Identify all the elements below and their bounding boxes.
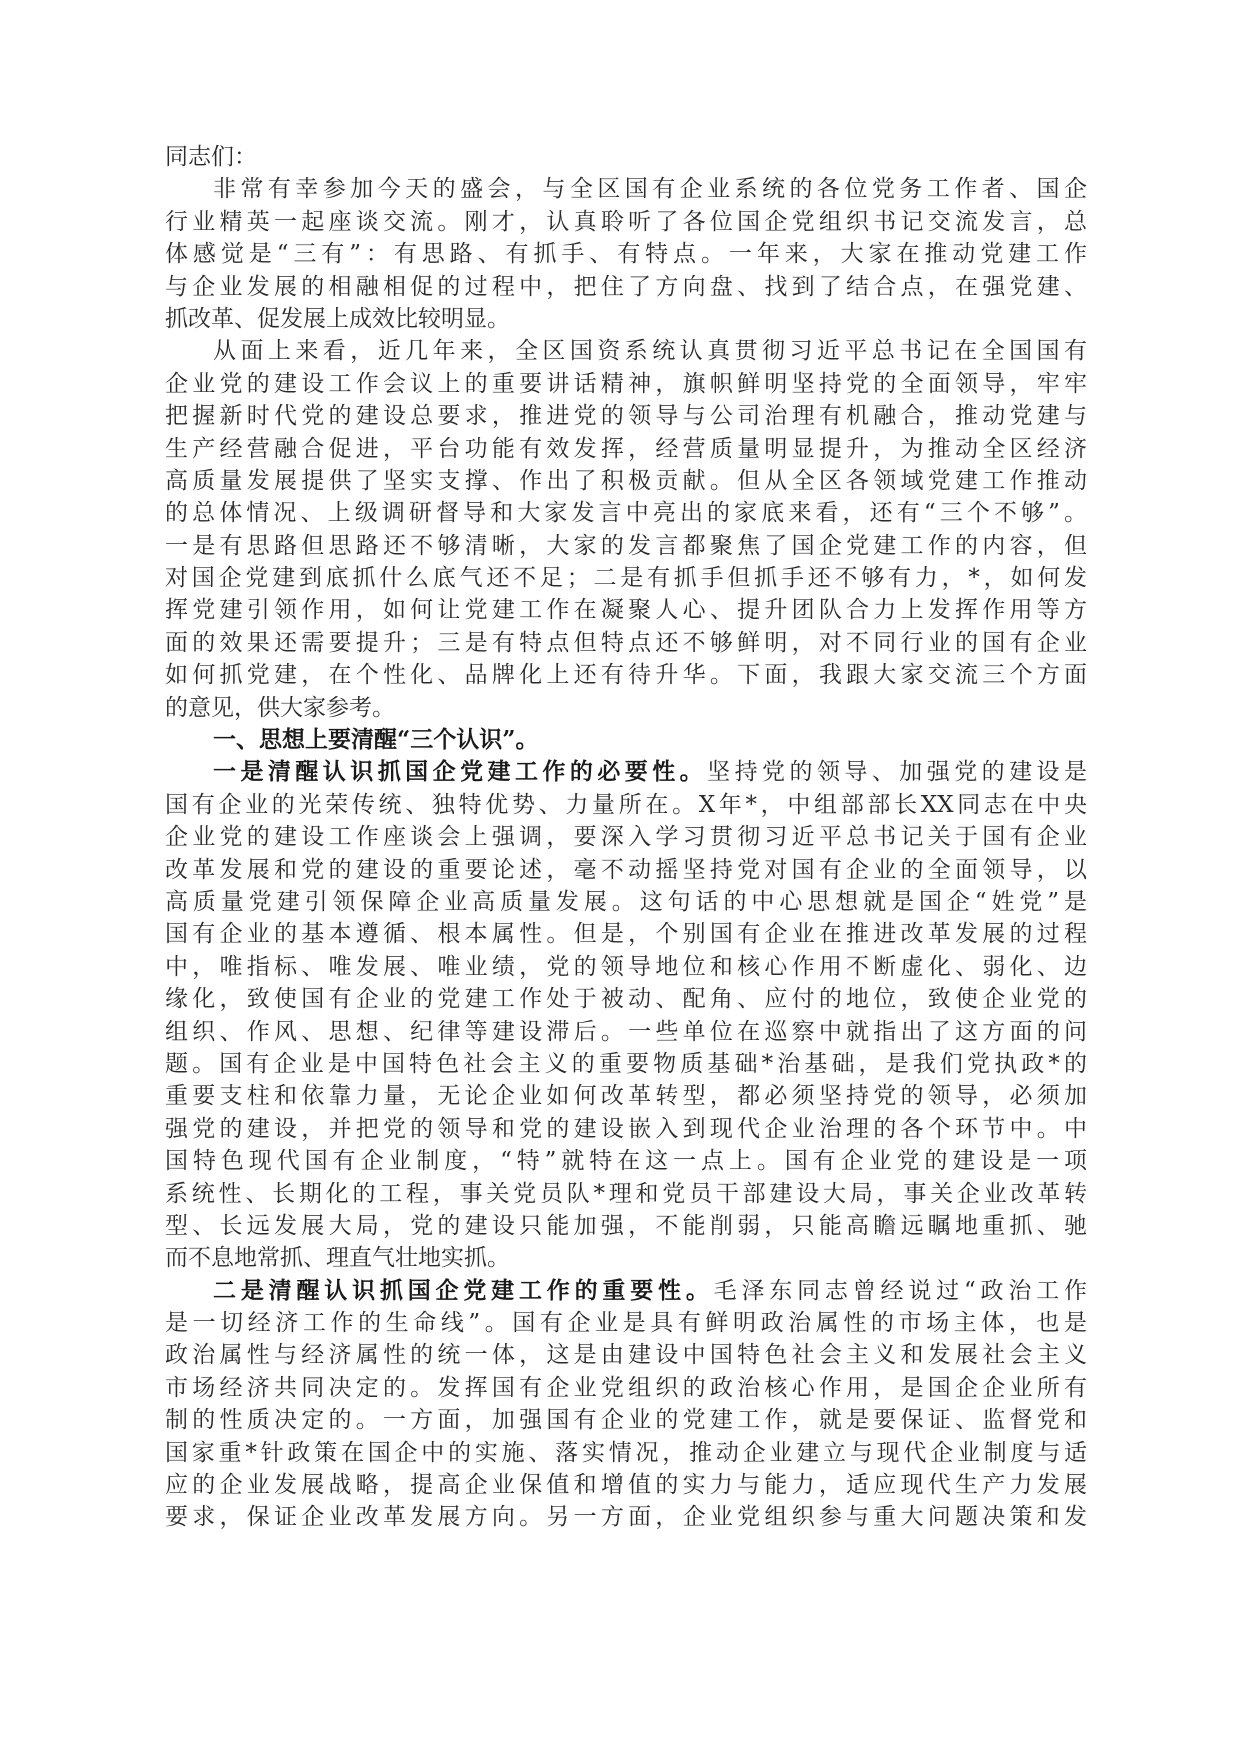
text-line bbox=[165, 659, 1087, 691]
text-line bbox=[165, 692, 1087, 724]
paragraph bbox=[165, 756, 1087, 1274]
text-line bbox=[165, 303, 1087, 335]
text-line bbox=[165, 368, 1087, 400]
text-line bbox=[165, 1080, 1087, 1112]
paragraph bbox=[165, 724, 1087, 756]
paragraph bbox=[165, 141, 1087, 173]
text-line bbox=[165, 1145, 1087, 1177]
text-line bbox=[165, 400, 1087, 432]
line-text: 应的企业发展战略，提高企业保值和增值的实力与能力，适应现代生产力发展 bbox=[165, 1472, 1087, 1499]
line-text: 国有企业的光荣传统、独特优势、力量所在。X年*，中组部部长XX同志在中央 bbox=[165, 791, 1087, 818]
text-line bbox=[165, 497, 1087, 529]
line-text: 市场经济共同决定的。发挥国有企业党组织的政治核心作用，是国企企业所有 bbox=[165, 1374, 1087, 1401]
line-text: 国有企业的基本遵循、根本属性。但是，个别国有企业在推进改革发展的过程 bbox=[165, 921, 1087, 948]
line-text: 企业党的建设工作会议上的重要讲话精神，旗帜鲜明坚持党的全面领导，牢牢 bbox=[165, 370, 1087, 397]
text-line bbox=[165, 1437, 1087, 1469]
text-line bbox=[165, 530, 1087, 562]
text-line bbox=[165, 854, 1087, 886]
line-text: 如何抓党建，在个性化、品牌化上还有待升华。下面，我跟大家交流三个方面 bbox=[165, 662, 1087, 689]
line-text: 重要支柱和依靠力量，无论企业如何改革转型，都必须坚持党的领导，必须加 bbox=[165, 1083, 1087, 1110]
paragraph bbox=[165, 173, 1087, 335]
line-text: 是一切经济工作的生命线”。国有企业是具有鲜明政治属性的市场主体，也是 bbox=[165, 1310, 1087, 1337]
line-text: 国家重*针政策在国企中的实施、落实情况，推动企业建立与现代企业制度与适 bbox=[165, 1439, 1087, 1466]
text-line bbox=[165, 1178, 1087, 1210]
text-line bbox=[165, 1113, 1087, 1145]
text-line bbox=[165, 1307, 1087, 1339]
text-line bbox=[165, 1372, 1087, 1404]
text-line bbox=[165, 335, 1087, 367]
text-line bbox=[165, 173, 1087, 205]
line-text: 而不息地常抓、理直气壮地实抓。 bbox=[165, 1245, 510, 1272]
line-text: 的总体情况、上级调研督导和大家发言中亮出的家底来看，还有“三个不够”。 bbox=[165, 500, 1087, 527]
line-text: 中，唯指标、唯发展、唯业绩，党的领导地位和核心作用不断虚化、弱化、边 bbox=[165, 953, 1087, 980]
text-line bbox=[165, 1242, 1087, 1274]
text-line bbox=[165, 271, 1087, 303]
bold-lead-in: 一、思想上要清醒“三个认识”。 bbox=[213, 726, 539, 754]
line-text: 对国企党建到底抓什么底气还不足；二是有抓手但抓手还不够有力，*，如何发 bbox=[165, 565, 1087, 592]
line-text: 型、长远发展大局，党的建设只能加强，不能削弱，只能高瞻远瞩地重抓、驰 bbox=[165, 1212, 1087, 1239]
text-line bbox=[165, 983, 1087, 1015]
line-text: 高质量发展提供了坚实支撑、作出了积极贡献。但从全区各领域党建工作推动 bbox=[165, 467, 1087, 494]
text-line bbox=[165, 562, 1087, 594]
text-line bbox=[165, 789, 1087, 821]
line-text: 政治属性与经济属性的统一体，这是由建设中国特色社会主义和发展社会主义 bbox=[165, 1342, 1087, 1369]
line-text: 缘化，致使国有企业的党建工作处于被动、配角、应付的地位，致使企业党的 bbox=[165, 986, 1087, 1013]
text-line bbox=[165, 433, 1087, 465]
line-text: 从面上来看，近几年来，全区国资系统认真贯彻习近平总书记在全国国有 bbox=[213, 338, 1087, 365]
line-text: 题。国有企业是中国特色社会主义的重要物质基础*治基础，是我们党执政*的 bbox=[165, 1050, 1087, 1077]
text-line bbox=[165, 1016, 1087, 1048]
line-text: 毛泽东同志曾经说过“政治工作 bbox=[713, 1277, 1087, 1304]
bold-lead-in: 一是清醒认识抓国企党建工作的必要性。 bbox=[213, 758, 708, 786]
text-line bbox=[165, 886, 1087, 918]
paragraph bbox=[165, 335, 1087, 724]
text-line bbox=[165, 206, 1087, 238]
text-line bbox=[165, 1048, 1087, 1080]
line-text: 企业党的建设工作座谈会上强调，要深入学习贯彻习近平总书记关于国有企业 bbox=[165, 824, 1087, 851]
text-line bbox=[165, 238, 1087, 270]
line-text: 一是有思路但思路还不够清晰，大家的发言都聚焦了国企党建工作的内容，但 bbox=[165, 532, 1087, 559]
text-line bbox=[165, 594, 1087, 626]
line-text: 高质量党建引领保障企业高质量发展。这句话的中心思想就是国企“姓党”是 bbox=[165, 888, 1087, 915]
line-text: 生产经营融合促进，平台功能有效发挥，经营质量明显提升，为推动全区经济 bbox=[165, 435, 1087, 462]
text-line bbox=[165, 918, 1087, 950]
line-text: 国特色现代国有企业制度，“特”就特在这一点上。国有企业党的建设是一项 bbox=[165, 1148, 1087, 1175]
text-line bbox=[165, 465, 1087, 497]
line-text: 组织、作风、思想、纪律等建设滞后。一些单位在巡察中就指出了这方面的问 bbox=[165, 1018, 1087, 1045]
text-line bbox=[165, 724, 1087, 756]
line-text: 行业精英一起座谈交流。刚才，认真聆听了各位国企党组织书记交流发言，总 bbox=[165, 208, 1087, 235]
text-line bbox=[165, 627, 1087, 659]
line-text: 强党的建设，并把党的领导和党的建设嵌入到现代企业治理的各个环节中。中 bbox=[165, 1115, 1087, 1142]
line-text: 面的效果还需要提升；三是有特点但特点还不够鲜明，对不同行业的国有企业 bbox=[165, 629, 1087, 656]
document-body bbox=[165, 141, 1087, 1534]
text-line bbox=[165, 1404, 1087, 1436]
text-line bbox=[165, 1275, 1087, 1307]
line-text: 非常有幸参加今天的盛会，与全区国有企业系统的各位党务工作者、国企 bbox=[213, 176, 1087, 203]
line-text: 与企业发展的相融相促的过程中，把住了方向盘、找到了结合点，在强党建、 bbox=[165, 273, 1087, 300]
line-text: 体感觉是“三有”：有思路、有抓手、有特点。一年来，大家在推动党建工作 bbox=[165, 241, 1087, 268]
text-line bbox=[165, 1469, 1087, 1501]
text-line bbox=[165, 1339, 1087, 1371]
line-text: 制的性质决定的。一方面，加强国有企业的党建工作，就是要保证、监督党和 bbox=[165, 1407, 1087, 1434]
line-text: 坚持党的领导、加强党的建设是 bbox=[707, 759, 1088, 786]
line-text: 的意见，供大家参考。 bbox=[165, 694, 395, 721]
line-text: 抓改革、促发展上成效比较明显。 bbox=[165, 305, 510, 332]
line-text: 挥党建引领作用，如何让党建工作在凝聚人心、提升团队合力上发挥作用等方 bbox=[165, 597, 1087, 624]
text-line bbox=[165, 141, 1087, 173]
line-text: 要求，保证企业改革发展方向。另一方面，企业党组织参与重大问题决策和发 bbox=[165, 1504, 1087, 1531]
line-text: 同志们： bbox=[165, 144, 257, 170]
text-line bbox=[165, 756, 1087, 788]
line-text: 系统性、长期化的工程，事关党员队*理和党员干部建设大局，事关企业改革转 bbox=[165, 1180, 1087, 1207]
line-text: 改革发展和党的建设的重要论述，毫不动摇坚持党对国有企业的全面领导，以 bbox=[165, 856, 1087, 883]
text-line bbox=[165, 1501, 1087, 1533]
bold-lead-in: 二是清醒认识抓国企党建工作的重要性。 bbox=[213, 1276, 714, 1304]
text-line bbox=[165, 821, 1087, 853]
paragraph bbox=[165, 1275, 1087, 1534]
text-line bbox=[165, 951, 1087, 983]
text-line bbox=[165, 1210, 1087, 1242]
line-text: 把握新时代党的建设总要求，推进党的领导与公司治理有机融合，推动党建与 bbox=[165, 403, 1087, 430]
